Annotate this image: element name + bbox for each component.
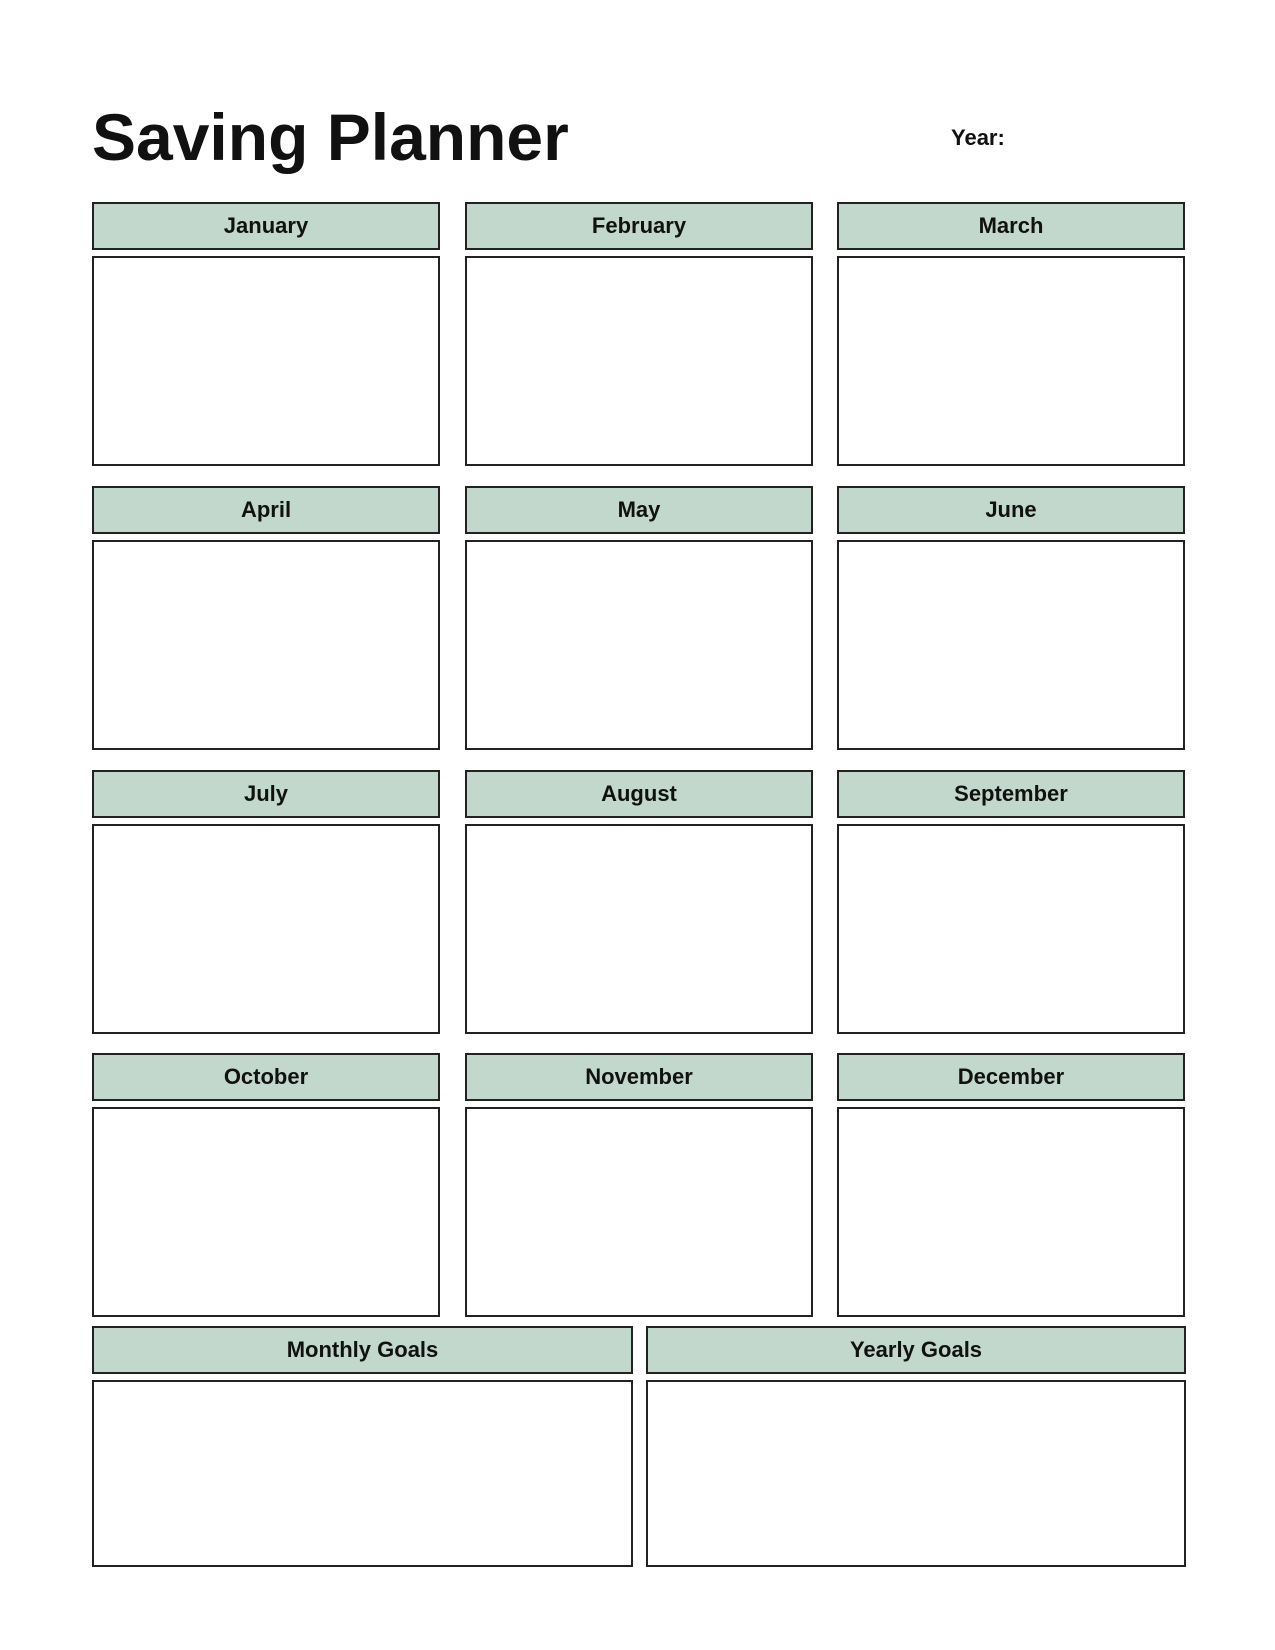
year-label: Year: [951, 125, 1005, 150]
month-box-january[interactable] [92, 256, 440, 466]
month-box-july[interactable] [92, 824, 440, 1034]
month-header-february: February [465, 202, 813, 250]
month-box-march[interactable] [837, 256, 1185, 466]
monthly-goals-box[interactable] [92, 1380, 633, 1567]
yearly-goals-header: Yearly Goals [646, 1326, 1186, 1374]
month-header-october: October [92, 1053, 440, 1101]
month-header-march: March [837, 202, 1185, 250]
page-title: Saving Planner [92, 100, 569, 174]
month-box-october[interactable] [92, 1107, 440, 1317]
month-header-may: May [465, 486, 813, 534]
month-box-december[interactable] [837, 1107, 1185, 1317]
month-header-april: April [92, 486, 440, 534]
month-header-december: December [837, 1053, 1185, 1101]
monthly-goals-header: Monthly Goals [92, 1326, 633, 1374]
month-box-june[interactable] [837, 540, 1185, 750]
month-header-january: January [92, 202, 440, 250]
month-box-november[interactable] [465, 1107, 813, 1317]
month-header-june: June [837, 486, 1185, 534]
month-header-august: August [465, 770, 813, 818]
month-header-november: November [465, 1053, 813, 1101]
month-header-july: July [92, 770, 440, 818]
month-box-february[interactable] [465, 256, 813, 466]
month-box-april[interactable] [92, 540, 440, 750]
yearly-goals-box[interactable] [646, 1380, 1186, 1567]
month-box-may[interactable] [465, 540, 813, 750]
month-header-september: September [837, 770, 1185, 818]
month-box-august[interactable] [465, 824, 813, 1034]
month-box-september[interactable] [837, 824, 1185, 1034]
